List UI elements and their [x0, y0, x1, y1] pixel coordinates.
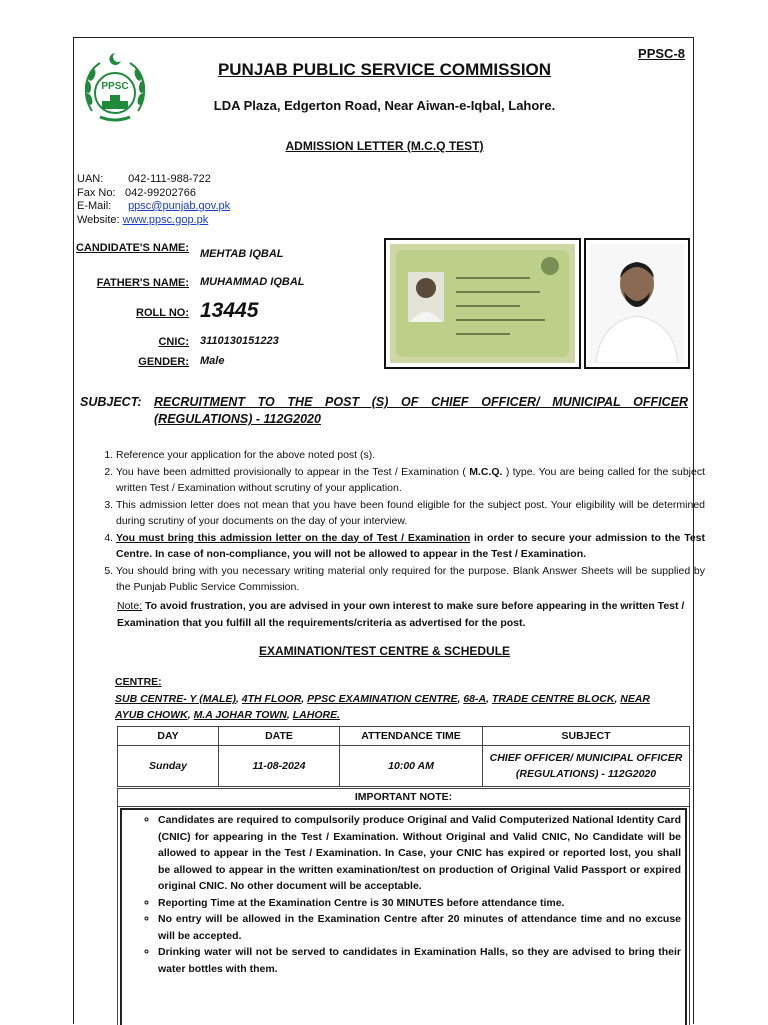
subject-block	[80, 394, 688, 428]
important-note-list	[122, 812, 685, 977]
roll-no: 13445	[200, 299, 259, 322]
list-item: 2. You have been admitted provisionally to appear in the Test / Examination ( M.C.Q. ) type. You are being called for the subject written Test / Examination without scrutiny of your application.	[116, 464, 705, 497]
subject-label: SUBJECT:	[80, 395, 142, 409]
cnic-label: CNIC:	[158, 336, 189, 348]
list-item: 5. You should bring with you necessary writing material only required for the purpose. Blank Answer Sheets will be supplied by the Punjab Public Service Commission.	[116, 563, 705, 596]
document-reference: PPSC-8	[638, 46, 685, 61]
website-link[interactable]: www.ppsc.gop.pk	[122, 213, 209, 226]
letter-title: ADMISSION LETTER (M.C.Q TEST)	[285, 139, 484, 153]
cell-day: Sunday	[118, 746, 219, 787]
cnic-value: 3110130151223	[200, 335, 279, 347]
father-name: MUHAMMAD IQBAL	[200, 276, 305, 288]
organization-title: PUNJAB PUBLIC SERVICE COMMISSION	[217, 60, 552, 79]
schedule-table	[117, 726, 690, 787]
gender-label: GENDER:	[138, 356, 189, 368]
candidate-name-label: CANDIDATE'S NAME:	[75, 242, 189, 254]
note-label: Note:	[117, 600, 143, 612]
note-text: To avoid frustration, you are advised in your own interest to make sure before appearing in the written Test / Examination that you fulfill all the requirements/criteria as advertised for the post.	[117, 600, 685, 629]
cnic-card-picture	[390, 244, 575, 363]
header-date: DATE	[219, 727, 340, 746]
fax-value: 042-99202766	[125, 186, 196, 199]
header-day: DAY	[118, 727, 219, 746]
contact-block	[77, 173, 230, 227]
uan-label: UAN:	[77, 173, 104, 185]
header-subject: SUBJECT	[483, 727, 690, 746]
cnic-card-image	[384, 238, 581, 369]
website-label: Website:	[77, 213, 120, 226]
list-item: ◦ Reporting Time at the Examination Centre is 30 MINUTES before attendance time.	[158, 895, 681, 912]
centre-label: CENTRE:	[115, 676, 162, 688]
note-block	[117, 598, 691, 631]
cell-attendance-time: 10:00 AM	[340, 746, 483, 787]
uan-value: 042-111-988-722	[128, 173, 211, 185]
list-item: ◦ Drinking water will not be served to candidates in Examination Halls, so they are advised to bring their water bottles with them.	[158, 944, 681, 977]
email-link[interactable]: ppsc@punjab.gov.pk	[128, 200, 231, 212]
subject-line-1: RECRUITMENT TO THE POST (S) OF CHIEF OFFICER/ MUNICIPAL OFFICER	[154, 395, 688, 409]
roll-no-label: ROLL NO:	[136, 307, 189, 319]
list-item: 1. Reference your application for the above noted post (s).	[116, 447, 705, 464]
table-row	[118, 746, 690, 787]
candidate-photo-picture	[590, 244, 684, 363]
important-note-body	[120, 808, 687, 1025]
subject-line-2: (REGULATIONS) - 112G2020	[154, 412, 321, 426]
candidate-photo	[584, 238, 690, 369]
cell-subject: CHIEF OFFICER/ MUNICIPAL OFFICER (REGULATIONS) - 112G2020	[483, 746, 690, 787]
fax-label: Fax No:	[77, 186, 116, 199]
father-name-label: FATHER'S NAME:	[96, 277, 189, 289]
list-item: ◦ No entry will be allowed in the Examination Centre after 20 minutes of attendance time and no excuse will be accepted.	[158, 911, 681, 944]
instructions-list	[102, 447, 705, 596]
cell-date: 11-08-2024	[219, 746, 340, 787]
email-label: E-Mail:	[77, 200, 112, 212]
header-attendance-time: ATTENDANCE TIME	[340, 727, 483, 746]
organization-address: LDA Plaza, Edgerton Road, Near Aiwan-e-Iqbal, Lahore.	[213, 98, 556, 113]
centre-address: SUB CENTRE- Y (MALE), 4TH FLOOR, PPSC EXAMINATION CENTRE, 68-A, TRADE CENTRE BLOCK, NEAR AYUB CHOWK, M.A JOHAR TOWN, LAHORE.	[115, 693, 651, 721]
list-item: 4. You must bring this admission letter on the day of Test / Examination in order to secure your admission to the Test Centre. In case of non-compliance, you will not be allowed to appear in the Test / Examination.	[116, 530, 705, 563]
important-note-box	[117, 788, 690, 1025]
gender-value: Male	[200, 355, 225, 367]
list-item: ◦ Candidates are required to compulsorily produce Original and Valid Computerized National Identity Card (CNIC) for appearing in the Test / Examination. Without Original and Valid CNIC, No Candidate will be allowed to appear in the Test / Examination. In Case, your CNIC has expired or reported lost, you shall be allowed to appear in the written examination/test on production of Original Valid Passport or expired original CNIC. No other document will be acceptable.	[158, 812, 681, 895]
admission-letter	[73, 37, 706, 1024]
table-header-row	[118, 727, 690, 746]
schedule-title: EXAMINATION/TEST CENTRE & SCHEDULE	[258, 644, 511, 658]
important-note-title: IMPORTANT NOTE:	[118, 789, 689, 807]
list-item: 3. This admission letter does not mean that you have been found eligible for the subject post. Your eligibility will be determined during scrutiny of your documents on the day of your interview.	[116, 497, 705, 530]
candidate-name: MEHTAB IQBAL	[200, 248, 284, 260]
logo-text: PPSC	[101, 81, 129, 92]
